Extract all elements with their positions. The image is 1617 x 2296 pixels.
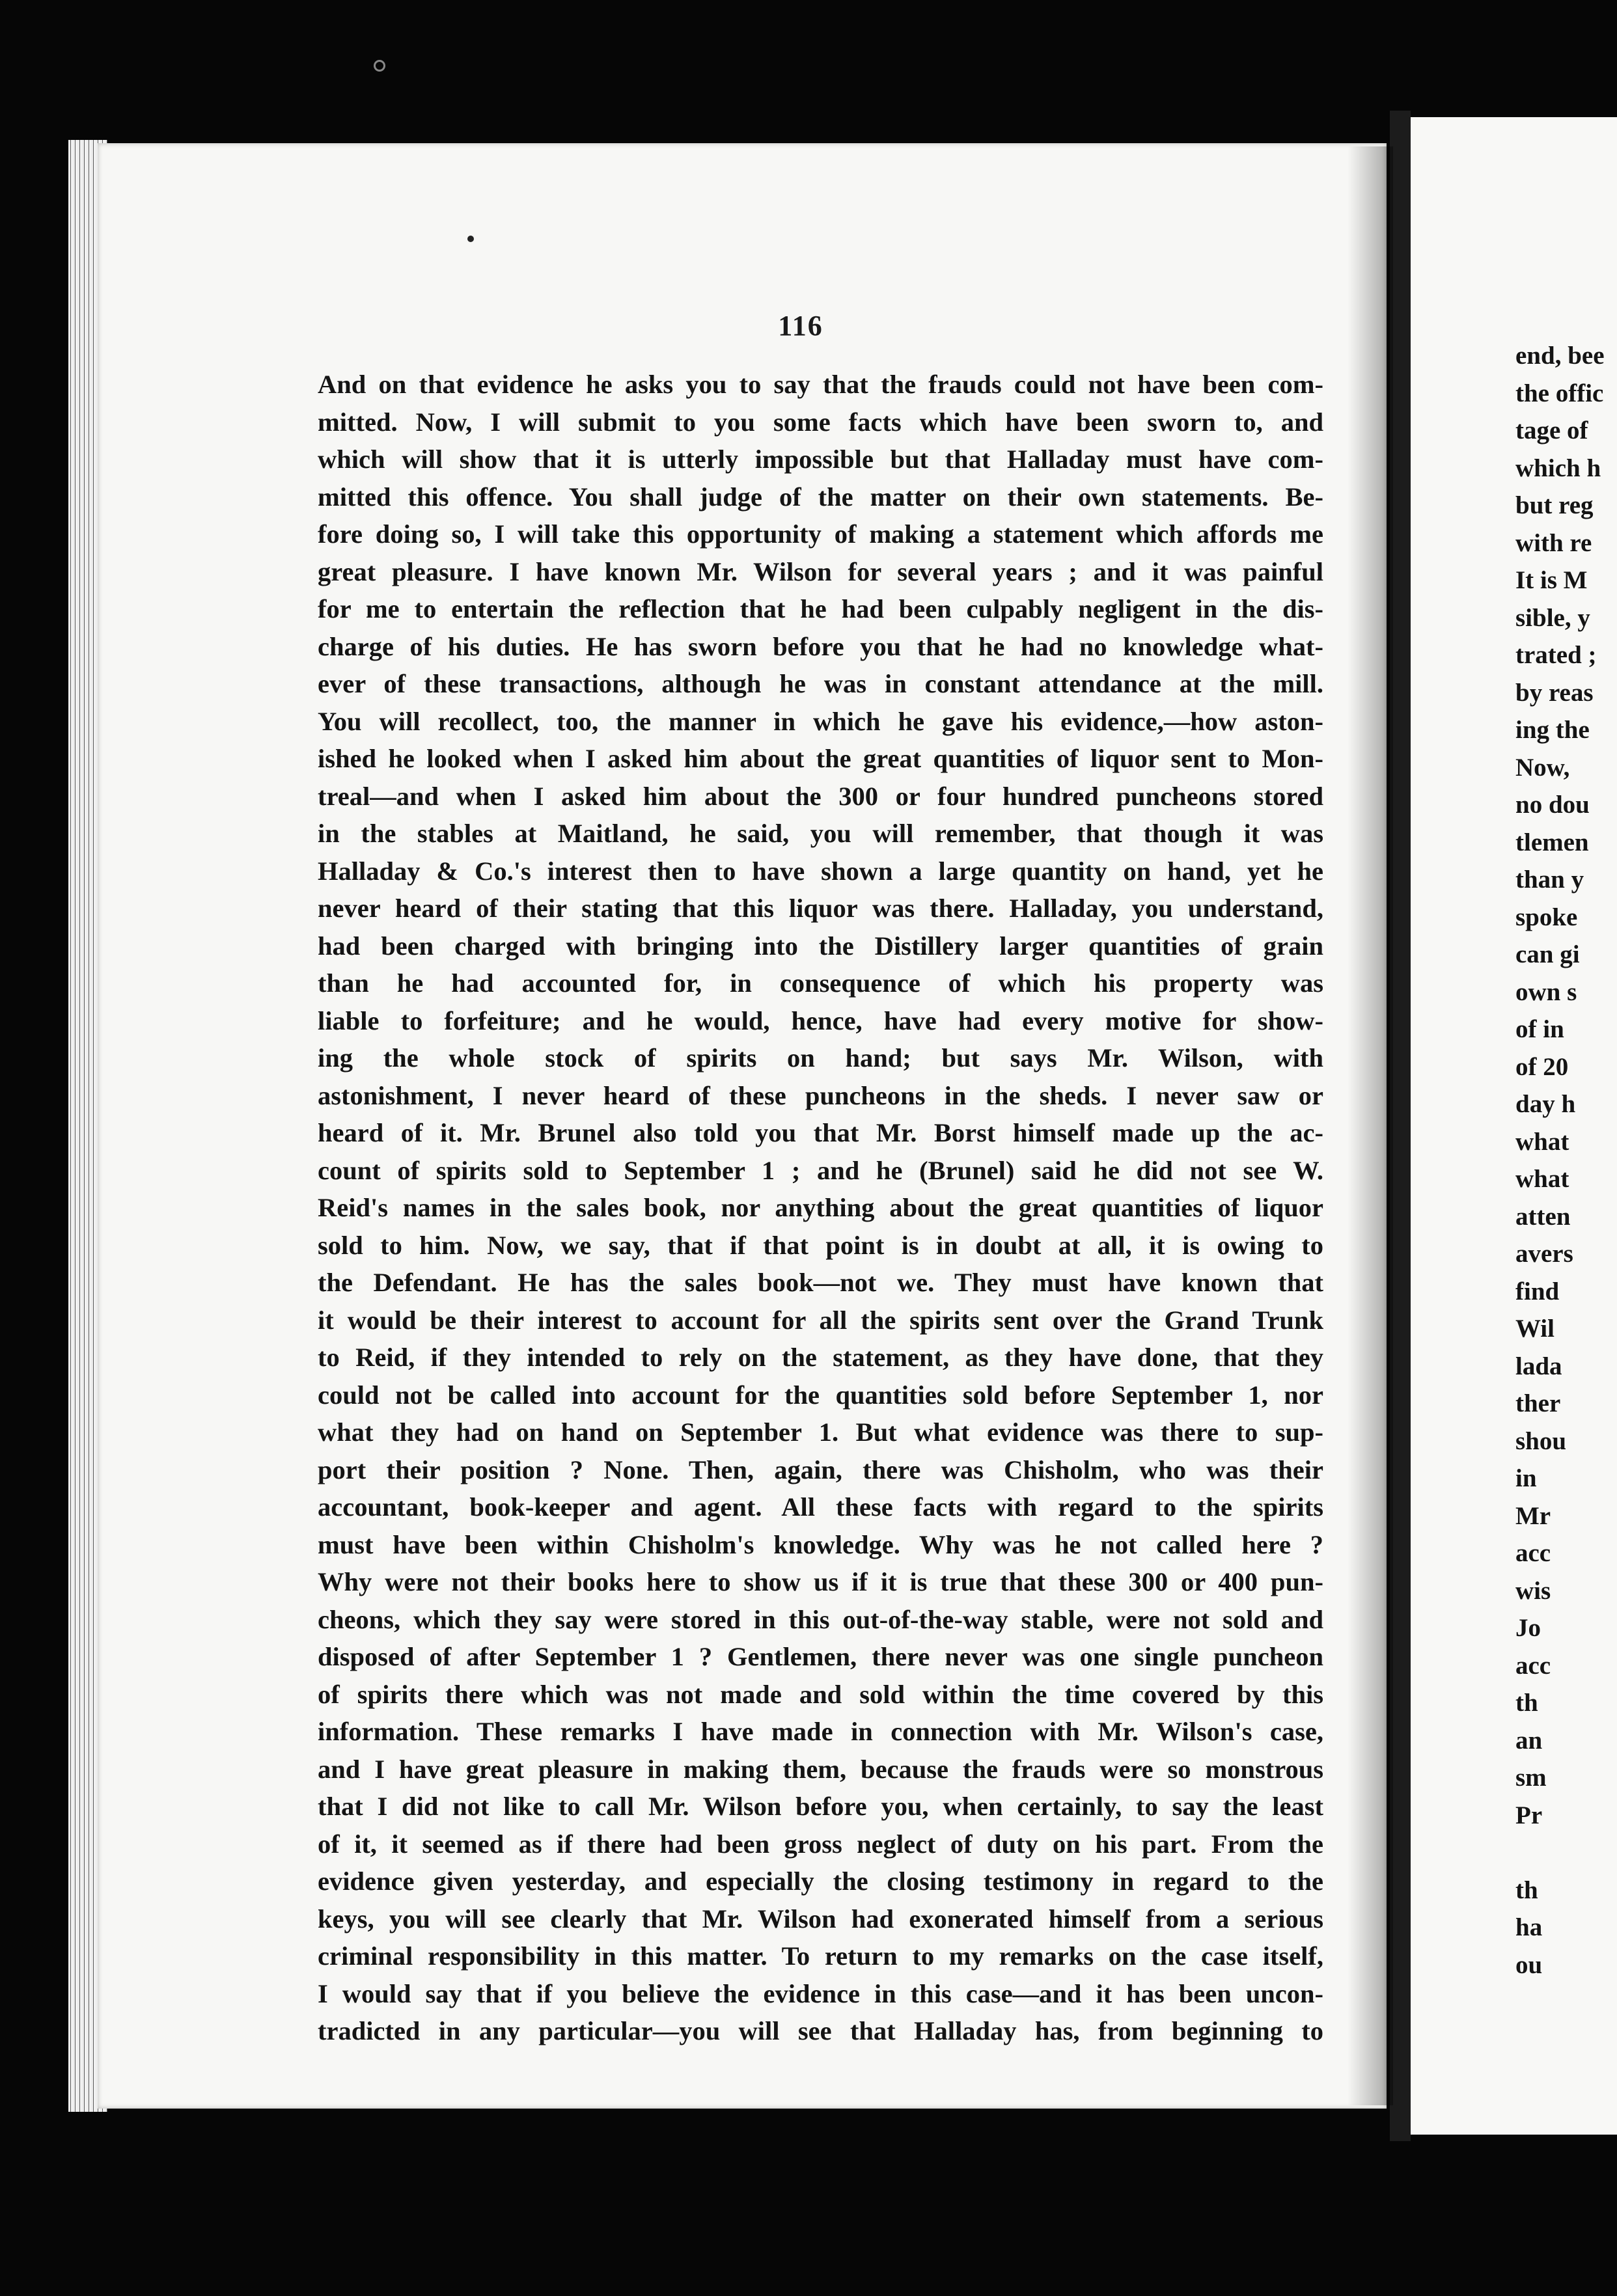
right-text-fragment: tage of — [1515, 417, 1588, 444]
text-line: ished he looked when I asked him about the great quantities of liquor sent to Mon- — [318, 744, 1323, 773]
right-text-fragment: with re — [1515, 528, 1592, 557]
right-text-fragment: atten — [1515, 1202, 1571, 1231]
right-text-fragment: th — [1515, 1876, 1538, 1904]
right-text-fragment: th — [1515, 1689, 1538, 1717]
right-text-fragment: It is M — [1515, 566, 1588, 594]
text-line: You will recollect, too, the manner in which he gave his evidence,—how aston- — [318, 706, 1323, 736]
text-line: Halladay & Co.'s interest then to have shown a large quantity on hand, yet he — [318, 856, 1323, 886]
text-line: Reid's names in the sales book, nor anything about the great quantities of liquor — [318, 1193, 1323, 1222]
text-line: sold to him. Now, we say, that if that point is in doubt at all, it is owing to — [318, 1230, 1323, 1260]
text-line: cheons, which they say were stored in this out-of-the-way stable, were not sold and — [318, 1604, 1323, 1634]
ink-dot — [467, 236, 474, 242]
text-line: ing the whole stock of spirits on hand; but says Mr. Wilson, with — [318, 1043, 1323, 1073]
text-line: to Reid, if they intended to rely on the statement, as they have done, that they — [318, 1343, 1323, 1372]
right-text-fragment: end, bee — [1515, 342, 1605, 370]
text-line: port their position ? None. Then, again, there was Chisholm, who was their — [318, 1455, 1323, 1484]
text-line: accountant, book-keeper and agent. All these facts with regard to the spirits — [318, 1492, 1323, 1522]
right-text-fragment: ther — [1515, 1389, 1561, 1417]
text-line: keys, you will see clearly that Mr. Wilson had exonerated himself from a serious — [318, 1904, 1323, 1934]
text-line: never heard of their stating that this liquor was there. Halladay, you understand, — [318, 894, 1323, 923]
text-line: criminal responsibility in this matter. To return to my remarks on the case itself, — [318, 1941, 1323, 1971]
right-text-fragment: what — [1515, 1127, 1569, 1156]
right-text-fragment: acc — [1515, 1539, 1551, 1567]
right-text-fragment: trated ; — [1515, 641, 1597, 669]
right-text-fragment: Now, — [1515, 753, 1570, 782]
text-line: for me to entertain the reflection that he had been culpably negligent in the dis- — [318, 594, 1323, 623]
right-text-fragment: Pr — [1515, 1801, 1543, 1829]
text-line: great pleasure. I have known Mr. Wilson for several years ; and it was painful — [318, 556, 1323, 586]
right-text-fragment: by reas — [1515, 678, 1594, 707]
right-text-fragment: shou — [1515, 1427, 1567, 1455]
right-text-fragment: but reg — [1515, 491, 1594, 519]
page-number: 116 — [778, 310, 823, 342]
text-line: Why were not their books here to show us if it is true that these 300 or 400 pun- — [318, 1567, 1323, 1596]
text-line: fore doing so, I will take this opportunity of making a statement which affords me — [318, 519, 1323, 549]
text-line: charge of his duties. He has sworn before you that he had no knowledge what- — [318, 631, 1323, 661]
text-line: mitted this offence. You shall judge of the matter on their own statements. Be- — [318, 482, 1323, 512]
text-line: mitted. Now, I will submit to you some facts which have been sworn to, and — [318, 407, 1323, 437]
text-line: disposed of after September 1 ? Gentlemen, there never was one single puncheon — [318, 1642, 1323, 1671]
text-line: could not be called into account for the quantities sold before September 1, nor — [318, 1380, 1323, 1410]
text-line: in the stables at Maitland, he said, you will remember, that though it was — [318, 819, 1323, 848]
right-text-fragment: acc — [1515, 1651, 1551, 1680]
right-text-fragment: avers — [1515, 1240, 1573, 1268]
right-text-fragment: sible, y — [1515, 603, 1590, 632]
text-line: I would say that if you believe the evidence in this case—and it has been uncon- — [318, 1978, 1323, 2008]
right-text-fragment: own s — [1515, 977, 1577, 1006]
right-text-fragment: sm — [1515, 1764, 1547, 1792]
text-line: information. These remarks I have made in connection with Mr. Wilson's case, — [318, 1717, 1323, 1746]
text-line: heard of it. Mr. Brunel also told you that Mr. Borst himself made up the ac- — [318, 1118, 1323, 1147]
right-text-fragment: Wil — [1515, 1315, 1555, 1343]
right-text-fragment: than y — [1515, 866, 1584, 894]
text-line: ever of these transactions, although he was in constant attendance at the mill. — [318, 669, 1323, 698]
right-text-fragment: no dou — [1515, 791, 1590, 819]
text-line: and I have great pleasure in making them, because the frauds were so monstrous — [318, 1754, 1323, 1784]
right-text-fragment: lada — [1515, 1352, 1562, 1380]
text-line: which will show that it is utterly impossible but that Halladay must have com- — [318, 444, 1323, 474]
right-text-fragment: tlemen — [1515, 828, 1589, 856]
text-line: of it, it seemed as if there had been gross neglect of duty on his part. From the — [318, 1829, 1323, 1859]
right-text-fragment: spoke — [1515, 903, 1578, 931]
gutter-shadow — [1348, 146, 1393, 2105]
text-line: the Defendant. He has the sales book—not we. They must have known that — [318, 1268, 1323, 1297]
text-line: that I did not like to call Mr. Wilson before you, when certainly, to say the least — [318, 1792, 1323, 1821]
right-text-fragment: of 20 — [1515, 1052, 1569, 1081]
right-text-fragment: day h — [1515, 1090, 1576, 1118]
right-text-fragment: ing the — [1515, 716, 1590, 744]
right-text-fragment: of in — [1515, 1015, 1564, 1043]
scan-speck — [374, 60, 385, 72]
text-line: than he had accounted for, in consequence of which his property was — [318, 968, 1323, 998]
text-line: what they had on hand on September 1. But what evidence was there to sup- — [318, 1417, 1323, 1447]
text-line: liable to forfeiture; and he would, hence, have had every motive for show- — [318, 1005, 1323, 1035]
right-text-fragment: Mr — [1515, 1501, 1551, 1530]
right-text-fragment: find — [1515, 1277, 1560, 1305]
text-line: of spirits there which was not made and sold within the time covered by this — [318, 1679, 1323, 1709]
right-page-text — [1515, 337, 1617, 1984]
body-text — [318, 366, 1323, 2050]
text-line: astonishment, I never heard of these puncheons in the sheds. I never saw or — [318, 1080, 1323, 1110]
text-line: And on that evidence he asks you to say that the frauds could not have been com- — [318, 370, 1323, 399]
right-text-fragment: wis — [1515, 1576, 1551, 1605]
text-line: evidence given yesterday, and especially the closing testimony in regard to the — [318, 1866, 1323, 1896]
right-text-fragment: ha — [1515, 1913, 1543, 1941]
right-text-fragment — [1515, 1834, 1617, 1872]
right-text-fragment: ou — [1515, 1950, 1543, 1979]
right-text-fragment: which h — [1515, 454, 1601, 482]
right-text-fragment: the offic — [1515, 379, 1604, 407]
right-text-fragment: in — [1515, 1464, 1537, 1492]
right-text-fragment: an — [1515, 1726, 1543, 1755]
text-line: had been charged with bringing into the Distillery larger quantities of grain — [318, 931, 1323, 961]
right-text-fragment: what — [1515, 1165, 1569, 1193]
text-line: treal—and when I asked him about the 300 or four hundred puncheons stored — [318, 781, 1323, 811]
text-line: must have been within Chisholm's knowledge. Why was he not called here ? — [318, 1529, 1323, 1559]
text-line: tradicted in any particular—you will see that Halladay has, from beginning to — [318, 2016, 1323, 2045]
text-line: count of spirits sold to September 1 ; and he (Brunel) said he did not see W. — [318, 1155, 1323, 1185]
right-text-fragment: can gi — [1515, 940, 1580, 968]
text-line: it would be their interest to account for all the spirits sent over the Grand Trunk — [318, 1305, 1323, 1335]
right-text-fragment: Jo — [1515, 1614, 1541, 1642]
